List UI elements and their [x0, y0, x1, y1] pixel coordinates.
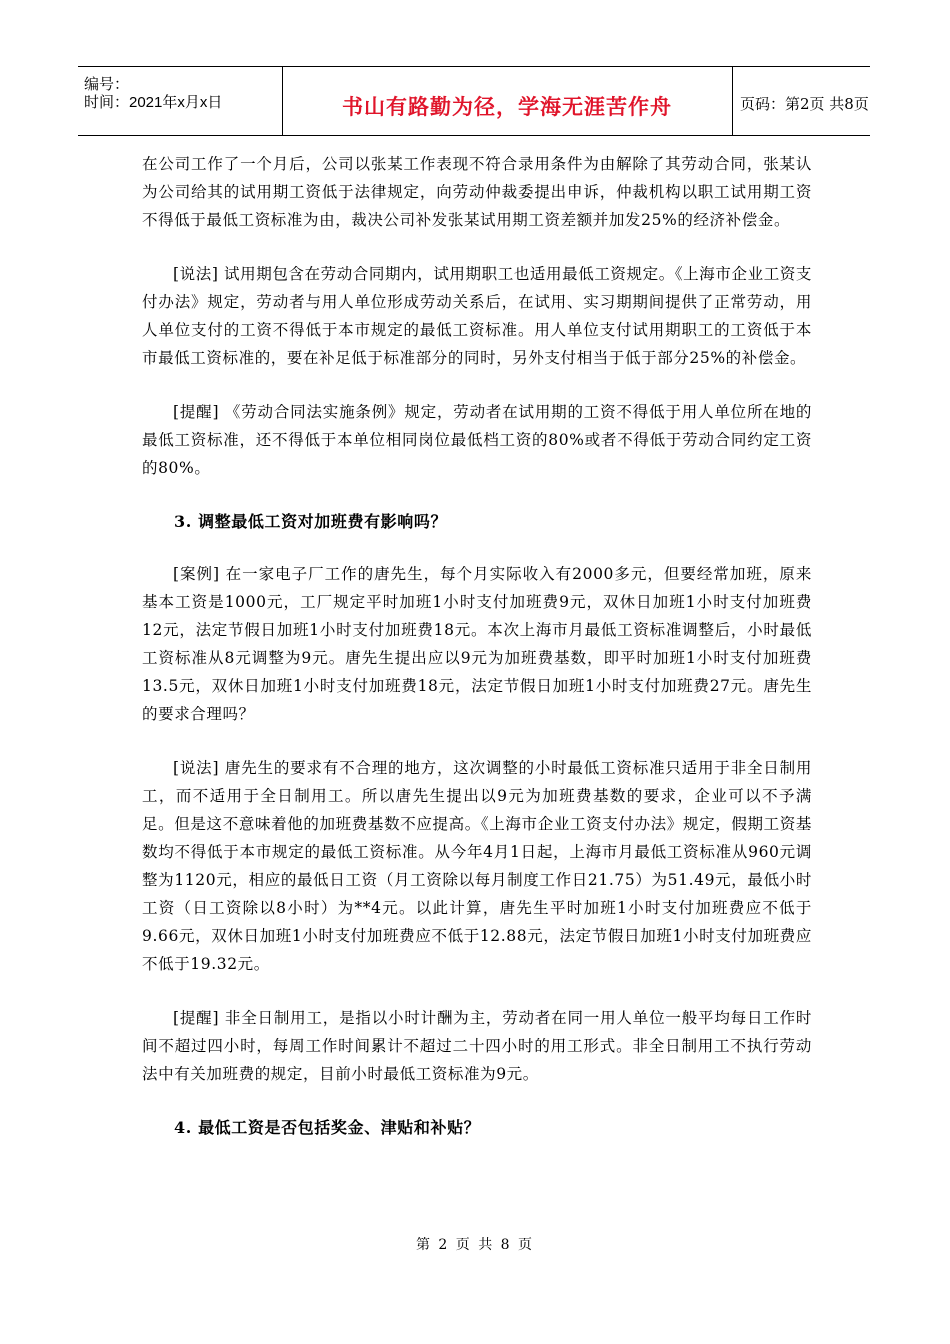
- paragraph-explanation: [说法] 唐先生的要求有不合理的地方，这次调整的小时最低工资标准只适用于非全日制用工，而不适用于全日制用工。所以唐先生提出以9元为加班费基数的要求，企业可以不予满足。但是这不意味着他的加班费基数不应提高。《上海市企业工资支付办法》规定，假期工资基数均不得低于本市规定的最低工资标准。从今年4月1日起，上海市月最低工资标准从960元调整为1120元，相应的最低日工资（月工资除以每月制度工作日21.75）为51.49元，最低小时工资（日工资除以8小时）为**4元。以此计算，唐先生平时加班1小时支付加班费应不低于9.66元，双休日加班1小时支付加班费应不低于12.88元，法定节假日加班1小时支付加班费应不低于19.32元。: [142, 759, 812, 973]
- document-body: [142, 150, 812, 1166]
- page-number-info: 页码：第2页 共8页: [740, 95, 869, 113]
- page-header: [78, 66, 870, 136]
- header-meta: [78, 67, 283, 135]
- header-page-cell: [732, 67, 870, 135]
- paragraph-reminder: [提醒] 非全日制用工，是指以小时计酬为主，劳动者在同一用人单位一般平均每日工作时间不超过四小时，每周工作时间累计不超过二十四小时的用工形式。非全日制用工不执行劳动法中有关加班费的规定，目前小时最低工资标准为9元。: [142, 1009, 812, 1083]
- serial-number-label: 编号：: [84, 76, 130, 93]
- page-footer: 第 2 页 共 8 页: [415, 1237, 535, 1253]
- section-heading-3: 3. 调整最低工资对加班费有影响吗？: [174, 512, 448, 531]
- section-heading-4: 4. 最低工资是否包括奖金、津贴和补贴？: [174, 1118, 481, 1137]
- paragraph-reminder: [提醒] 《劳动合同法实施条例》规定，劳动者在试用期的工资不得低于用人单位所在地的最低工资标准，还不得低于本单位相同岗位最低档工资的80%或者不得低于劳动合同约定工资的80%。: [142, 403, 812, 477]
- motto-text: 书山有路勤为径，学海无涯苦作舟: [342, 95, 672, 119]
- paragraph-case-continuation: 在公司工作了一个月后，公司以张某工作表现不符合录用条件为由解除了其劳动合同，张某认为公司给其的试用期工资低于法律规定，向劳动仲裁委提出申诉，仲裁机构以职工试用期工资不得低于最低工资标准为由，裁决公司补发张某试用期工资差额并加发25%的经济补偿金。: [142, 155, 812, 229]
- header-motto-cell: [282, 67, 733, 135]
- paragraph-case: [案例] 在一家电子厂工作的唐先生，每个月实际收入有2000多元，但要经常加班，原来基本工资是1000元，工厂规定平时加班1小时支付加班费9元，双休日加班1小时支付加班费12元，法定节假日加班1小时支付加班费18元。本次上海市月最低工资标准调整后，小时最低工资标准从8元调整为9元。唐先生提出应以9元为加班费基数，即平时加班1小时支付加班费13.5元，双休日加班1小时支付加班费18元，法定节假日加班1小时支付加班费27元。唐先生的要求合理吗？: [142, 565, 812, 723]
- date-label: 时间：2021年x月x日: [84, 94, 223, 111]
- paragraph-explanation: [说法] 试用期包含在劳动合同期内，试用期职工也适用最低工资规定。《上海市企业工资支付办法》规定，劳动者与用人单位形成劳动关系后，在试用、实习期期间提供了正常劳动，用人单位支付的工资不得低于本市规定的最低工资标准。用人单位支付试用期职工的工资低于本市最低工资标准的，要在补足低于标准部分的同时，另外支付相当于低于部分25%的补偿金。: [142, 265, 812, 367]
